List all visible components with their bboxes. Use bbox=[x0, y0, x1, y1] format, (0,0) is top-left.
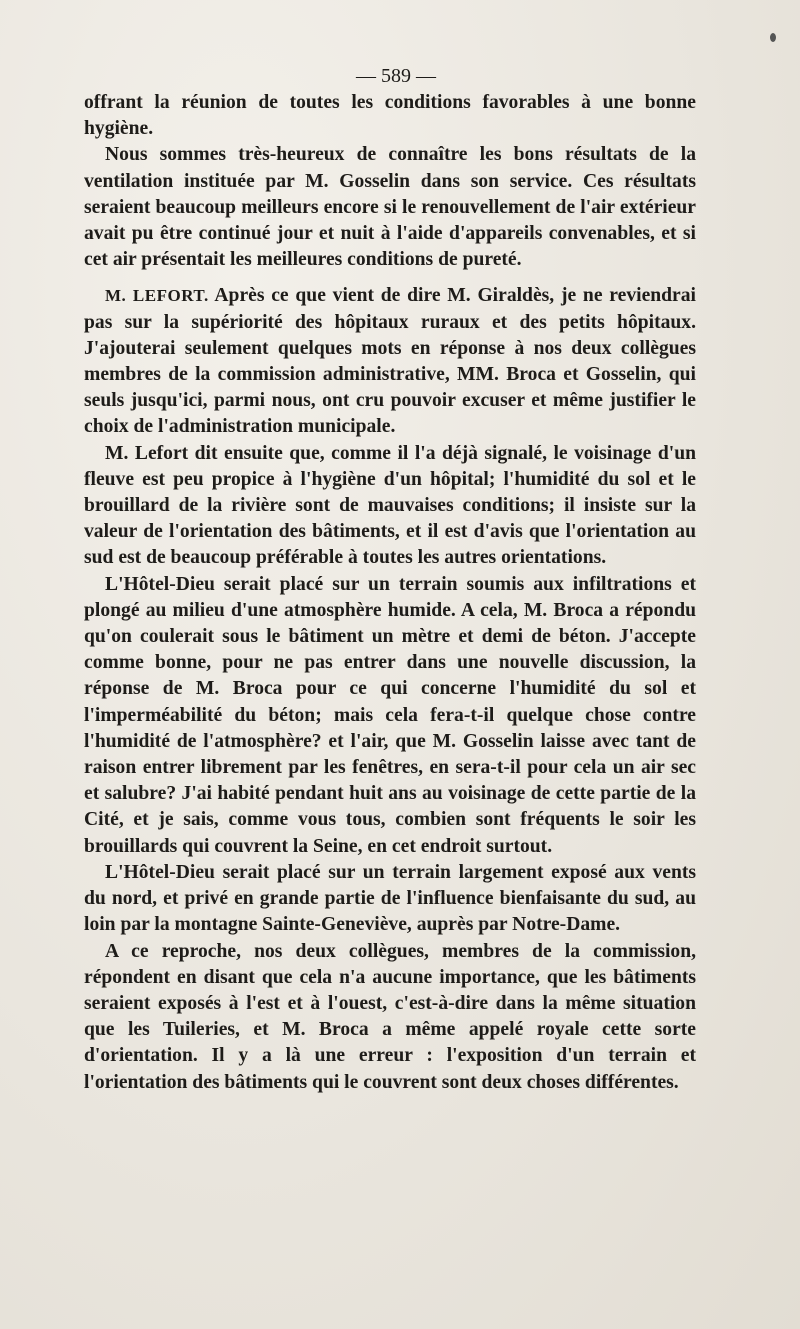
ink-speck bbox=[770, 33, 776, 42]
paragraph-orientation: M. Lefort dit ensuite que, comme il l'a déjà signalé, le voisinage d'un fleuve est peu propice à l'hygiène d'un hôpital; l'humidité du sol et le brouillard de la rivière sont de mauvaises conditions; il insiste sur la valeur de l'orientation des bâtiments, et il est d'avis que l'orientation au sud est de beaucoup préférable à toutes les autres orientations. bbox=[84, 442, 696, 569]
document-page bbox=[84, 62, 696, 1096]
speaker-name: M. LEFORT. bbox=[105, 286, 209, 306]
paragraph-exposition: A ce reproche, nos deux collègues, membres de la commission, répondent en disant que cela n'a aucune importance, que les bâtiments seraient exposés à l'est et à l'ouest, c'est-à-dire dans la même situation que les Tuileries, et M. Broca a même appelé royale cette sorte d'orientation. Il y a là une erreur : l'exposition d'un terrain et l'orientation des bâtiments qui le couvrent sont deux choses différentes. bbox=[84, 940, 696, 1093]
paragraph-lefort-text: Après ce que vient de dire M. Giraldès, je ne reviendrai pas sur la supériorité des hôpitaux ruraux et des petits hôpitaux. J'ajouterai seulement quelques mots en réponse à nos deux collègues membres de la commission administrative, MM. Broca et Gosselin, qui seuls jusqu'ici, parmi nous, ont cru pouvoir excuser et même justifier le choix de l'administration municipale. bbox=[84, 285, 696, 438]
paragraph-continuation: offrant la réunion de toutes les conditions favorables à une bonne hygiène. bbox=[84, 92, 696, 140]
paragraph-lefort-speech bbox=[84, 283, 696, 440]
paragraph-north-winds: L'Hôtel-Dieu serait placé sur un terrain largement exposé aux vents du nord, et privé en grande partie de l'influence bienfaisante du sud, au loin par la montagne Sainte-Geneviève, auprès par Notre-Dame. bbox=[84, 861, 696, 936]
page-number: — 589 — bbox=[356, 65, 436, 87]
paragraph-ventilation: Nous sommes très-heureux de connaître les bons résultats de la ventilation instituée par M. Gosselin dans son service. Ces résultats seraient beaucoup meilleurs encore si le renouvellement de l'air extérieur avait pu être continué jour et nuit à l'aide d'appareils convenables, et si cet air présentait les meilleures conditions de pureté. bbox=[84, 144, 696, 271]
paragraph-humidity: L'Hôtel-Dieu serait placé sur un terrain soumis aux infiltrations et plongé au milieu d'une atmosphère humide. A cela, M. Broca a répondu qu'on coulerait sous le bâtiment un mètre et demi de béton. J'accepte comme bonne, pour ne pas entrer dans une nouvelle discussion, la réponse de M. Broca pour ce qui concerne l'humidité du sol et l'imperméabilité du béton; mais cela fera-t-il quelque chose contre l'humidité de l'atmosphère? et l'air, que M. Gosselin laisse avec tant de raison entrer librement par les fenêtres, en sera-t-il pour cela un air sec et salubre? J'ai habité pendant huit ans au voisinage de cette partie de la Cité, et je sais, comme vous tous, combien sont fréquents le soir les brouillards qui couvrent la Seine, en cet endroit surtout. bbox=[84, 573, 696, 857]
